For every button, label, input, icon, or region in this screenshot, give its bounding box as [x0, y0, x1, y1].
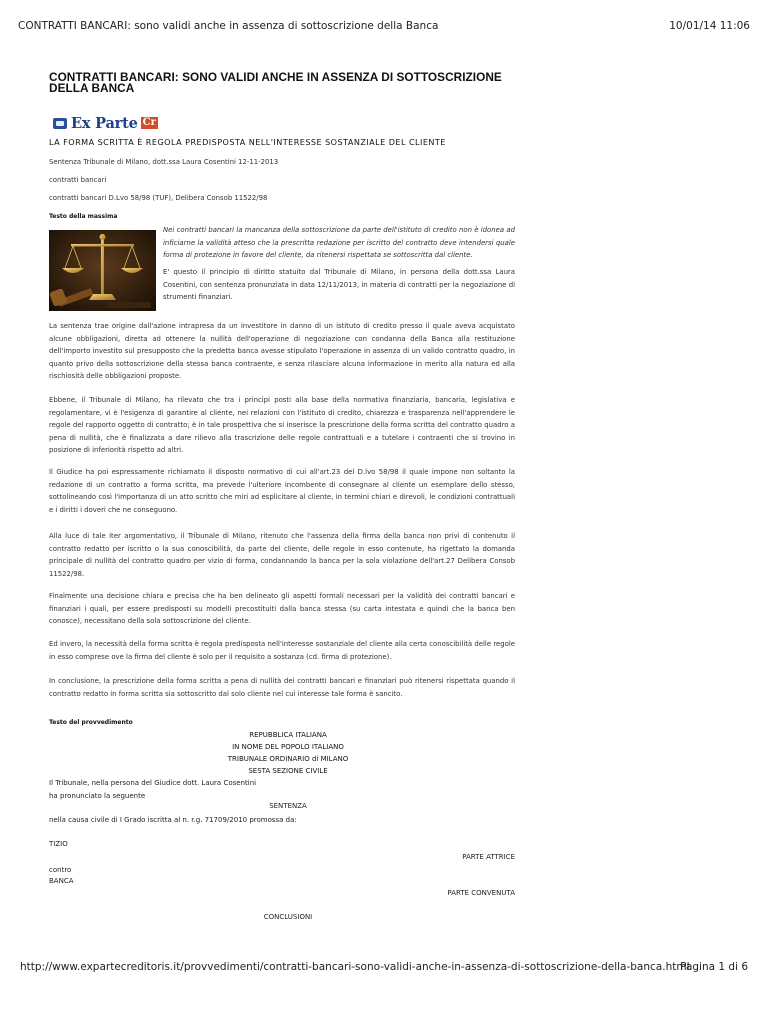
party-tizio: TIZIO [49, 840, 68, 848]
paragraph-9: In conclusione, la prescrizione della forma scritta a pena di nullità dei contratti bancari e finanziari può ritenersi rispettata quando il contratto redatto in forma scritta sia sottoscritto dal solo cliente nel cui interesse tale forma è sancito. [49, 677, 515, 698]
parte-convenuta: PARTE CONVENUTA [447, 889, 515, 897]
article-subtitle: LA FORMA SCRITTA È REGOLA PREDISPOSTA NELL'INTERESSE SOSTANZIALE DEL CLIENTE [49, 137, 446, 147]
paragraph-6: Alla luce di tale iter argomentativo, il Tribunale di Milano, ritenuto che l'assenza della firma della banca non privi di contenuto il contratto redatto per iscritto o la sua conoscibilità, da parte del cliente, delle regole in esso contenute, ha rigettato la domanda principale di nullità del contratto quadro per vizio di forma, condannando la banca per la sola violazione dell'art.27 Delibera Consob 11522/98. [49, 532, 515, 578]
heading-line-4: SESTA SEZIONE CIVILE [248, 767, 328, 775]
logo-tag: Cr [142, 117, 156, 128]
heading-line-2: IN NOME DEL POPOLO ITALIANO [232, 743, 344, 751]
justice-scales-image [49, 230, 156, 311]
article [49, 72, 515, 220]
parte-attrice: PARTE ATTRICE [462, 853, 515, 861]
ex-parte-logo[interactable] [49, 114, 515, 132]
footer-url[interactable]: http://www.expartecreditoris.it/provvedimenti/contratti-bancari-sono-validi-anche-in-assenza-di-sottoscrizione-della-banca.html [20, 961, 690, 973]
provvedimento-label: Testo del provvedimento [49, 719, 133, 726]
massima-text: Nei contratti bancari la mancanza della sottoscrizione da parte dell'istituto di credito non è idonea ad inficiarne la validità atteso che la prescritta redazione per iscritto del contratto deve intendersi quale forma di protezione in favore del cliente, da ritenersi rispettata se sottoscritta dal cliente. [163, 226, 515, 259]
sentenza-heading: SENTENZA [269, 802, 307, 810]
references: contratti bancari D.Lvo 58/98 (TUF), Delibera Consob 11522/98 [49, 194, 268, 202]
provvedimento-heading [160, 729, 416, 777]
paragraph-5: Il Giudice ha poi espressamente richiamato il disposto normativo di cui all'art.23 del D.lvo 58/98 il quale impone non soltanto la redazione di un contratto a forma scritta, ma prevede l'ulteriore incombente di consegnare al cliente un esemplare dello stesso, sottolineando così l'importanza di un atto scritto che miri ad esplicitare al cliente, in termini chiari e direvoli, le condizioni contrattuali e i diritti i doveri che ne conseguono. [49, 468, 515, 514]
paragraph-7: Finalmente una decisione chiara e precisa che ha ben delineato gli aspetti formali necessari per la validità dei contratti bancari e finanziari i quali, per essere predisposti su modelli precostituiti dalla banca stessa (su carta intestata e quindi che la banca ben conosce), necessitano della sola sottoscrizione del cliente. [49, 592, 515, 625]
footer-page-number: Pagina 1 di 6 [680, 961, 748, 973]
category[interactable]: contratti bancari [49, 176, 107, 184]
paragraph-4: Ebbene, il Tribunale di Milano, ha rilevato che tra i principi posti alla base della normativa finanziaria, bancaria, legislativa e regolamentare, vi è l'esigenza di garantire al cliente, nei relazioni con l'istituto di credito, chiarezza e trasparenza nell'apprendere le regole del rapporto oggetto di contratto; è in tale prospettiva che si inserisce la prescrizione della forma scritta del contratto quadro a pena di nullità, che è finalizzata a dare rilievo alla trascrizione delle regole contrattuali e a tutelare i contraenti che si trovino in posizione di inferiorità rispetto ad altri. [49, 396, 515, 454]
paragraph-8: Ed invero, la necessità della forma scritta è regola predisposta nell'interesse sostanziale del cliente alla certa conoscibilità delle regole in esso comprese ove la firma del cliente è solo per il requisito a sostanza (cd. firma di protezione). [49, 640, 515, 661]
print-header-datetime: 10/01/14 11:06 [669, 20, 750, 32]
heading-line-3: TRIBUNALE ORDINARIO di MILANO [227, 755, 349, 763]
contro: contro [49, 866, 72, 874]
print-header [18, 20, 750, 34]
paragraph-3: La sentenza trae origine dall'azione intrapresa da un investitore in danno di un istituto di credito presso il quale aveva acquistato alcune obbligazioni, diretta ad ottenere la nullità dell'operazione di negoziazione con condanna della Banca alla restituzione dell'importo investito sul presupposto che la predetta banca avesse stipulato l'operazione in assenza di un valido contratto quadro, in quanto privo della sottoscrizione della stessa banca contraente, e senza rilasciare alcuna informazione in merito alla natura ed alla rischiosità delle obbligazioni proposte. [49, 322, 515, 380]
logo-text: Ex Parte [71, 114, 138, 132]
party-banca: BANCA [49, 877, 74, 885]
meta-line: Sentenza Tribunale di Milano, dott.ssa Laura Cosentini 12-11-2013 [49, 158, 279, 166]
article-title: CONTRATTI BANCARI: SONO VALIDI ANCHE IN ASSENZA DI SOTTOSCRIZIONE DELLA BANCA [49, 70, 502, 95]
paragraph-2: E' questo il principio di diritto statuito dal Tribunale di Milano, in persona della dott.ssa Laura Cosentini, con sentenza pronunziata in data 12/11/2013, in materia di contratti per la negoziazione di strumenti finanziari. [163, 268, 515, 301]
tribunale-line: Il Tribunale, nella persona del Giudice dott. Laura Cosentini [49, 779, 257, 787]
print-header-title: CONTRATTI BANCARI: sono validi anche in assenza di sottoscrizione della Banca [18, 20, 439, 32]
heading-line-1: REPUBBLICA ITALIANA [249, 731, 327, 739]
pronunciato-line: ha pronunciato la seguente [49, 792, 146, 800]
massima-label: Testo della massima [49, 213, 118, 220]
ex-parte-logo-icon [53, 118, 67, 129]
conclusioni-heading: CONCLUSIONI [263, 913, 313, 921]
causa-line: nella causa civile di I Grado iscritta al n. r.g. 71709/2010 promossa da: [49, 816, 297, 824]
